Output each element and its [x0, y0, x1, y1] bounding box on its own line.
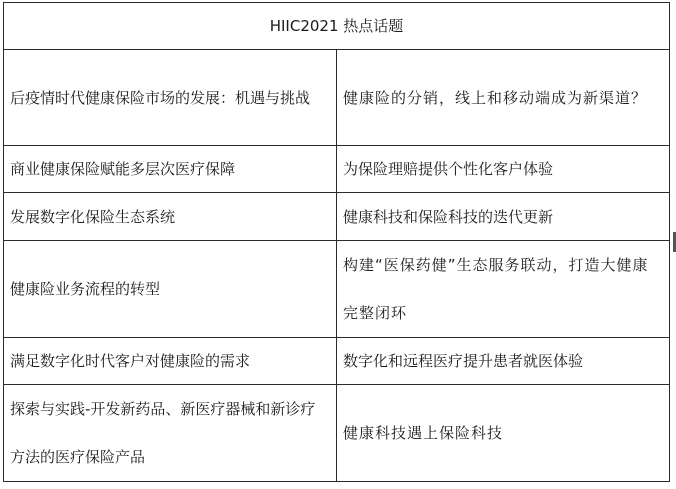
topic-cell-right: 健康科技遇上保险科技: [337, 385, 670, 482]
table-row: [4, 338, 670, 385]
table-row: [4, 241, 670, 338]
table-row: [4, 50, 670, 146]
topic-cell-left: 健康险业务流程的转型: [4, 241, 337, 338]
topic-cell-left: 后疫情时代健康保险市场的发展：机遇与挑战: [4, 50, 337, 146]
table-row: [4, 193, 670, 241]
topic-cell-left: 发展数字化保险生态系统: [4, 193, 337, 241]
table-row: [4, 385, 670, 482]
topic-cell-right: 构建“医保药健”生态服务联动，打造大健康完整闭环: [337, 241, 670, 338]
topic-cell-right: 为保险理赔提供个性化客户体验: [337, 146, 670, 193]
topic-cell-right: 健康险的分销，线上和移动端成为新渠道？: [337, 50, 670, 146]
topic-cell-left: 满足数字化时代客户对健康险的需求: [4, 338, 337, 385]
hot-topics-table: [3, 2, 670, 482]
table-header-row: [4, 3, 670, 50]
table-row: [4, 146, 670, 193]
table-title: HIIC2021 热点话题: [4, 3, 670, 50]
topic-cell-left: 探索与实践-开发新药品、新医疗器械和新诊疗方法的医疗保险产品: [4, 385, 337, 482]
topic-cell-left: 商业健康保险赋能多层次医疗保障: [4, 146, 337, 193]
topic-cell-right: 数字化和远程医疗提升患者就医体验: [337, 338, 670, 385]
topic-cell-right: 健康科技和保险科技的迭代更新: [337, 193, 670, 241]
